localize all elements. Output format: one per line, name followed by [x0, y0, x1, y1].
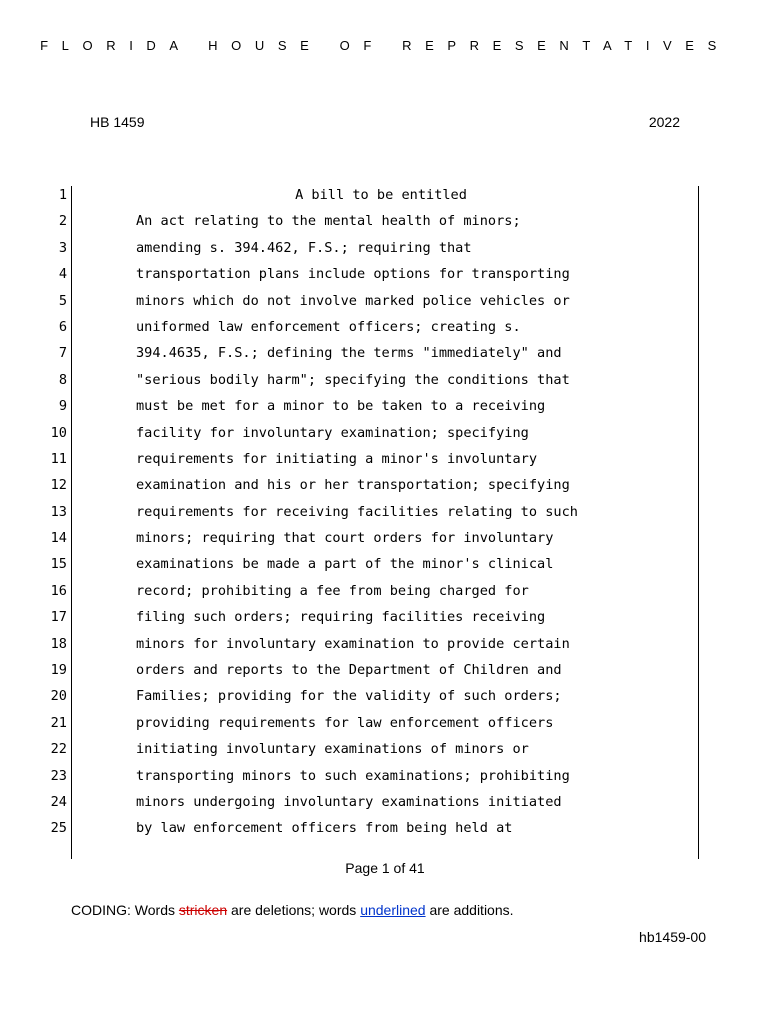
line-number: 14 [50, 530, 67, 547]
line-text: examination and his or her transportation; specifying [136, 477, 570, 494]
bill-line [0, 420, 770, 446]
line-text: requirements for receiving facilities relating to such [136, 503, 578, 520]
line-number: 11 [50, 450, 67, 467]
coding-suffix: are additions. [425, 902, 514, 918]
line-text: Families; providing for the validity of such orders; [136, 688, 562, 705]
bill-line [0, 208, 770, 234]
line-number: 23 [50, 767, 67, 784]
line-number: 24 [50, 793, 67, 810]
line-text: initiating involuntary examinations of minors or [136, 741, 529, 758]
bill-line [0, 261, 770, 287]
bill-line [0, 551, 770, 577]
bill-line [0, 763, 770, 789]
line-number: 3 [58, 239, 67, 256]
line-number: 21 [50, 714, 67, 731]
line-number: 2 [58, 213, 67, 230]
bill-line [0, 182, 770, 208]
bill-line [0, 631, 770, 657]
bill-line [0, 288, 770, 314]
page-number: Page 1 of 41 [345, 860, 425, 876]
line-number: 16 [50, 582, 67, 599]
bill-line [0, 604, 770, 630]
bill-line [0, 710, 770, 736]
line-text: minors undergoing involuntary examinations initiated [136, 793, 562, 810]
line-text: record; prohibiting a fee from being charged for [136, 582, 529, 599]
bill-line [0, 578, 770, 604]
line-number: 5 [58, 292, 67, 309]
bill-number: HB 1459 [90, 114, 145, 130]
bill-year: 2022 [648, 114, 680, 130]
bill-line [0, 683, 770, 709]
bill-line [0, 472, 770, 498]
bill-line [0, 393, 770, 419]
coding-stricken-example: stricken [178, 902, 228, 918]
line-text: transportation plans include options for transporting [136, 266, 570, 283]
bill-line [0, 736, 770, 762]
bill-line [0, 367, 770, 393]
bill-line [0, 525, 770, 551]
line-text: facility for involuntary examination; specifying [136, 424, 529, 441]
bill-line [0, 789, 770, 815]
line-text: minors; requiring that court orders for involuntary [136, 530, 554, 547]
line-text: uniformed law enforcement officers; creating s. [136, 318, 521, 335]
line-text: providing requirements for law enforcement officers [136, 714, 554, 731]
line-text: requirements for initiating a minor's involuntary [136, 450, 538, 467]
line-text: minors which do not involve marked police vehicles or [136, 292, 570, 309]
line-text: orders and reports to the Department of Children and [136, 662, 562, 679]
line-text: filing such orders; requiring facilities receiving [136, 609, 546, 626]
line-number: 4 [58, 266, 67, 283]
line-number: 18 [50, 635, 67, 652]
line-number: 20 [50, 688, 67, 705]
line-text: by law enforcement officers from being held at [136, 820, 513, 837]
line-number: 1 [58, 187, 67, 203]
document-code: hb1459-00 [639, 929, 706, 945]
coding-underlined-example: underlined [360, 902, 426, 918]
line-number: 6 [58, 318, 67, 335]
bill-line [0, 340, 770, 366]
bill-title-line: A bill to be entitled [295, 187, 467, 203]
line-number: 22 [50, 741, 67, 758]
line-number: 13 [50, 503, 67, 520]
line-text: transporting minors to such examinations; prohibiting [136, 767, 570, 784]
bill-line [0, 815, 770, 841]
line-number: 25 [50, 820, 67, 837]
line-text: 394.4635, F.S.; defining the terms "immediately" and [136, 345, 562, 362]
coding-legend [71, 902, 514, 918]
line-text: amending s. 394.462, F.S.; requiring that [136, 239, 472, 256]
coding-middle: are deletions; words [227, 902, 361, 918]
bill-line [0, 235, 770, 261]
bill-text-lines [0, 182, 770, 842]
line-number: 8 [58, 371, 67, 388]
line-number: 15 [50, 556, 67, 573]
line-text: minors for involuntary examination to provide certain [136, 635, 570, 652]
line-text: An act relating to the mental health of minors; [136, 213, 521, 230]
line-number: 19 [50, 662, 67, 679]
line-text: "serious bodily harm"; specifying the conditions that [136, 371, 570, 388]
bill-line [0, 446, 770, 472]
line-text: must be met for a minor to be taken to a receiving [136, 398, 546, 415]
bill-line [0, 657, 770, 683]
coding-prefix: CODING: Words [71, 902, 179, 918]
line-number: 9 [58, 398, 67, 415]
masthead: FLORIDA HOUSE OF REPRESENTATIVES [40, 38, 730, 53]
bill-line [0, 499, 770, 525]
line-number: 12 [50, 477, 67, 494]
bill-line [0, 314, 770, 340]
line-number: 10 [50, 424, 67, 441]
line-text: examinations be made a part of the minor's clinical [136, 556, 554, 573]
line-number: 7 [58, 345, 67, 362]
line-number: 17 [50, 609, 67, 626]
